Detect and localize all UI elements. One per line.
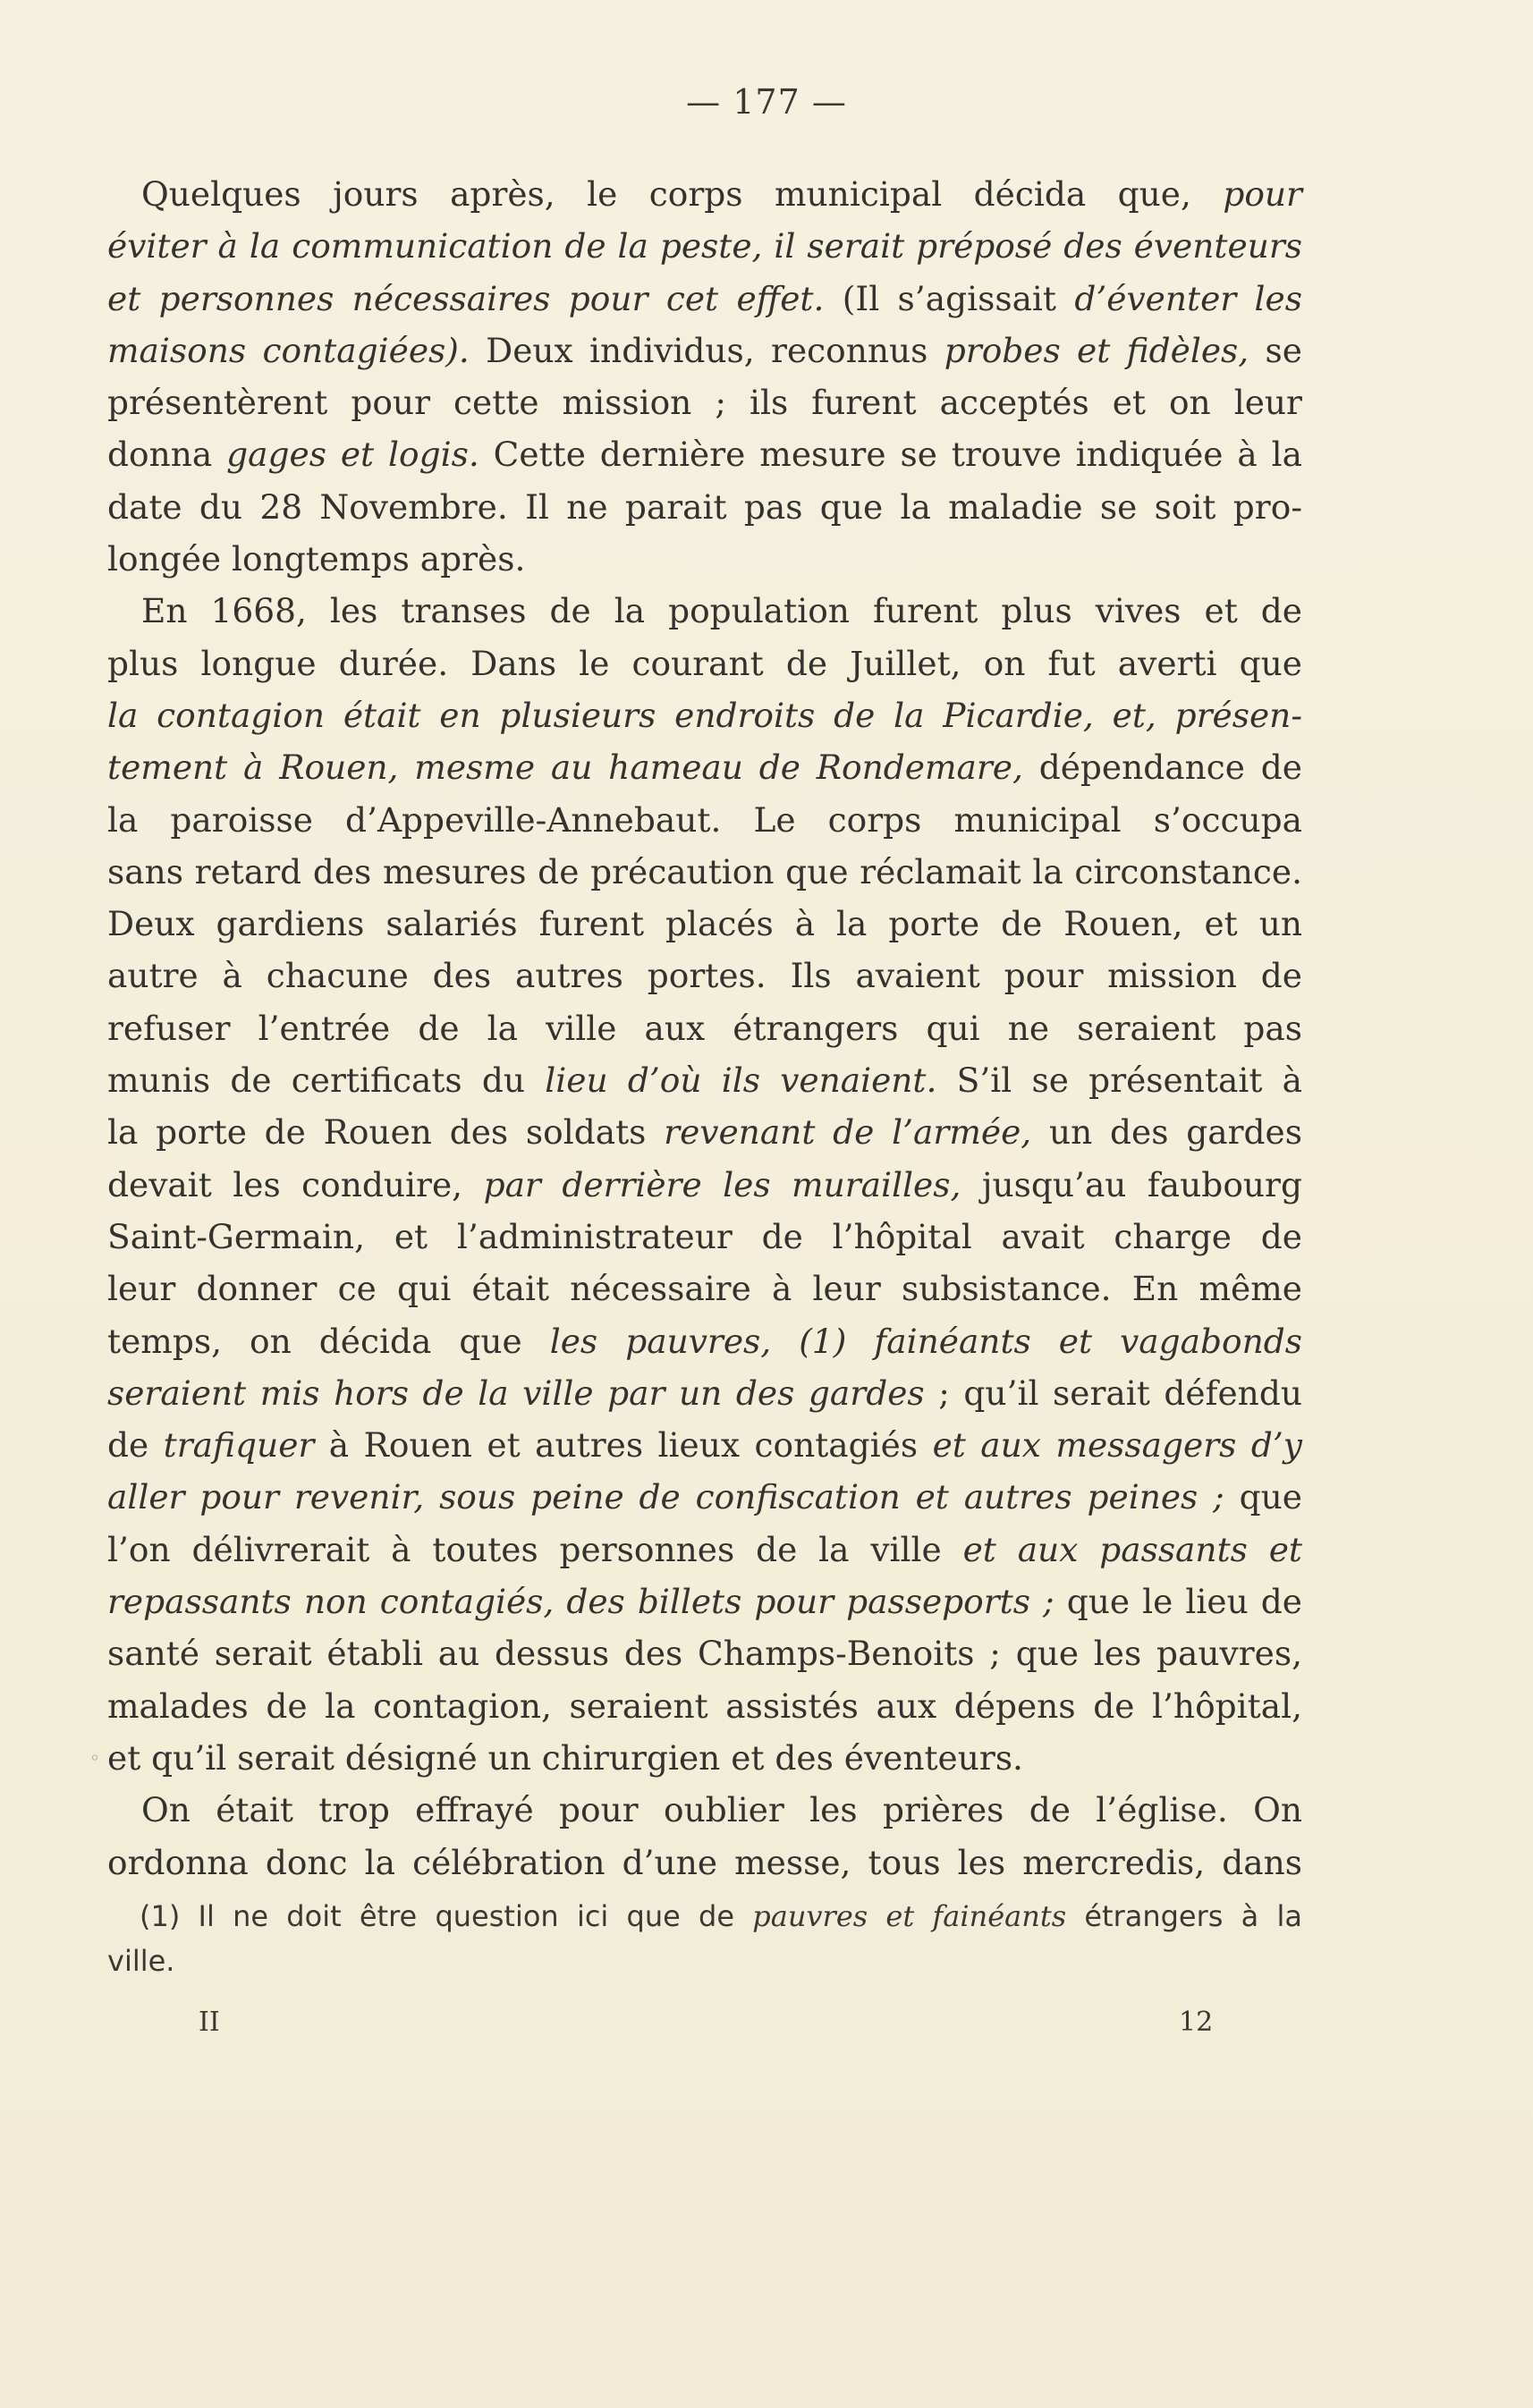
italic-text: pour <box>1223 174 1302 214</box>
signature-mark-right: 12 <box>1179 2007 1214 2038</box>
body-line <box>107 325 1302 376</box>
text-run: l’on délivrerait à toutes personnes de la ville <box>107 1529 963 1569</box>
body-line <box>107 1524 1302 1576</box>
text-run: Deux gardiens salariés furent placés à la porte de Rouen, et un <box>107 904 1302 944</box>
text-run: En 1668, les transes de la population furent plus vives et de <box>141 591 1302 631</box>
text-run: étrangers à la <box>1066 1899 1303 1933</box>
body-line <box>107 1367 1302 1419</box>
text-run: temps, on décida que <box>107 1321 550 1361</box>
body-line <box>107 273 1302 325</box>
body-line <box>107 1627 1302 1679</box>
text-run: longée longtemps après. <box>107 539 526 579</box>
body-line <box>107 481 1302 533</box>
text-run: la paroisse d’Appeville-Annebaut. Le corps municipal s’occupa <box>107 799 1302 840</box>
text-run: On était trop effrayé pour oublier les prières de l’église. On <box>141 1790 1302 1830</box>
body-line <box>107 220 1302 272</box>
text-run: Deux individus, reconnus <box>469 330 944 370</box>
footnote-line <box>107 1894 1302 1939</box>
italic-text: d’éventer les <box>1074 278 1302 318</box>
italic-text: trafiquer <box>163 1425 315 1466</box>
margin-mark: ◦ <box>89 1747 100 1769</box>
text-run: ; qu’il serait défendu <box>924 1373 1302 1413</box>
text-run: devait les conduire, <box>107 1164 484 1204</box>
italic-text: aller pour revenir, sous peine de confiscation et autres peines ; <box>107 1477 1224 1517</box>
signature-mark-left: II <box>199 2007 220 2038</box>
text-run: Saint-Germain, et l’administrateur de l’hôpital avait charge de <box>107 1216 1302 1256</box>
text-run: présentèrent pour cette mission ; ils furent acceptés et on leur <box>107 383 1302 423</box>
text-run: ville. <box>107 1944 175 1978</box>
body-line <box>107 1211 1302 1263</box>
text-run: dépendance de <box>1022 748 1302 788</box>
italic-text: les pauvres, (1) fainéants et vagabonds <box>549 1321 1302 1361</box>
body-line <box>107 689 1302 741</box>
text-run: autre à chacune des autres portes. Ils avaient pour mission de <box>107 956 1302 996</box>
text-run: et qu’il serait désigné un chirurgien et des éventeurs. <box>107 1737 1023 1778</box>
italic-text: la contagion était en plusieurs endroits de la Picardie, et, présen- <box>107 695 1302 735</box>
italic-text: par derrière les murailles, <box>483 1164 961 1204</box>
text-run: que <box>1224 1477 1302 1517</box>
body-line <box>107 168 1302 220</box>
italic-text: tement à Rouen, mesme au hameau de Rondemare, <box>107 748 1023 788</box>
text-run: plus longue durée. Dans le courant de Juillet, on fut averti que <box>107 643 1302 683</box>
body-line <box>107 1471 1302 1523</box>
text-run: refuser l’entrée de la ville aux étrangers qui ne seraient pas <box>107 1008 1302 1048</box>
text-run: se <box>1249 330 1302 370</box>
italic-text: pauvres et fainéants <box>752 1899 1067 1933</box>
text-run: ordonna donc la célébration d’une messe, tous les mercredis, dans <box>107 1842 1302 1882</box>
italic-text: et aux passants et <box>962 1529 1302 1569</box>
italic-text: repassants non contagiés, des billets pour passeports ; <box>107 1582 1054 1622</box>
body-line <box>107 741 1302 793</box>
text-run: santé serait établi au dessus des Champs-Benoits ; que les pauvres, <box>107 1634 1302 1674</box>
body-line <box>107 428 1302 480</box>
body-line <box>107 533 1302 585</box>
body-line <box>107 1263 1302 1314</box>
text-run: malades de la contagion, seraient assistés aux dépens de l’hôpital, <box>107 1686 1302 1726</box>
text-run: Quelques jours après, le corps municipal décida que, <box>141 174 1224 214</box>
italic-text: seraient mis hors de la ville par un des gardes <box>107 1373 925 1413</box>
text-run: jusqu’au faubourg <box>961 1164 1302 1204</box>
body-line <box>107 794 1302 846</box>
italic-text: revenant de l’armée, <box>664 1112 1032 1153</box>
text-run: munis de certificats du <box>107 1060 546 1101</box>
body-line <box>107 950 1302 1001</box>
text-run: à Rouen et autres lieux contagiés <box>314 1425 933 1466</box>
body-line <box>107 1837 1302 1888</box>
body-line <box>107 1002 1302 1054</box>
text-run: (1) Il ne doit être question ici que de <box>140 1899 753 1933</box>
italic-text: lieu d’où ils venaient. <box>545 1060 937 1101</box>
text-run: leur donner ce qui était nécessaire à leur subsistance. En même <box>107 1269 1302 1309</box>
body-line <box>107 898 1302 950</box>
text-run: Cette dernière mesure se trouve indiquée à la <box>479 435 1302 475</box>
body-line <box>107 1680 1302 1732</box>
text-run: date du 28 Novembre. Il ne parait pas que la maladie se soit pro- <box>107 486 1302 527</box>
body-line <box>107 1576 1302 1627</box>
text-run: que le lieu de <box>1054 1582 1302 1622</box>
italic-text: et aux messagers d’y <box>932 1425 1302 1466</box>
body-line <box>107 376 1302 428</box>
body-line <box>107 1784 1302 1836</box>
body-line <box>107 1732 1302 1784</box>
italic-text: et personnes nécessaires pour cet effet. <box>107 278 825 318</box>
body-line <box>107 1315 1302 1367</box>
italic-text: probes et fidèles, <box>944 330 1249 370</box>
footnote-line <box>107 1939 1302 1983</box>
text-run: la porte de Rouen des soldats <box>107 1112 665 1153</box>
footnote <box>107 1894 1302 1983</box>
text-run: donna <box>107 435 227 475</box>
italic-text: maisons contagiées). <box>107 330 470 370</box>
body-line <box>107 585 1302 637</box>
italic-text: gages et logis. <box>226 435 479 475</box>
body-line <box>107 1106 1302 1158</box>
body-line <box>107 638 1302 689</box>
page-number: — 177 — <box>686 82 847 122</box>
body-line <box>107 1159 1302 1211</box>
body-text <box>107 168 1302 1888</box>
text-run: sans retard des mesures de précaution que réclamait la circonstance. <box>107 851 1302 891</box>
body-line <box>107 1419 1302 1471</box>
text-run: (Il s’agissait <box>824 278 1075 318</box>
text-run: un des gardes <box>1031 1112 1302 1153</box>
text-run: de <box>107 1425 164 1466</box>
body-line <box>107 846 1302 898</box>
italic-text: éviter à la communication de la peste, il serait préposé des éventeurs <box>107 226 1302 266</box>
body-line <box>107 1054 1302 1106</box>
text-run: S’il se présentait à <box>936 1060 1302 1101</box>
